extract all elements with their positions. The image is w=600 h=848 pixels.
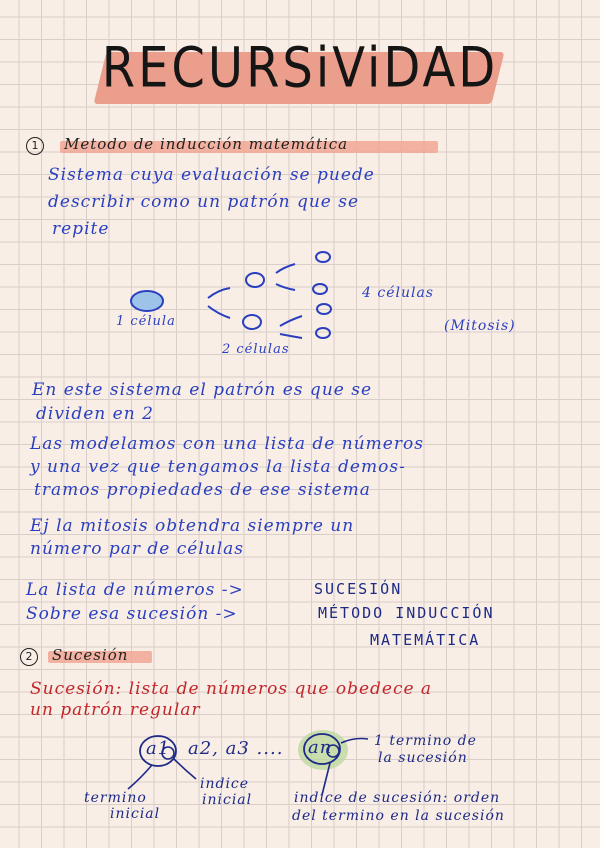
split-line-6 <box>280 334 302 338</box>
split-line-5 <box>280 316 302 326</box>
mitosis-diagram <box>110 240 370 350</box>
label-index-1: indice de sucesión: orden <box>294 790 501 806</box>
sequence-diagram <box>0 725 600 848</box>
label-two-cells: 2 células <box>222 342 290 357</box>
pattern-line-2: dividen en 2 <box>36 404 154 424</box>
split-line-top <box>208 288 230 298</box>
definition-line-3: repite <box>52 219 110 239</box>
pattern-line-1: En este sistema el patrón es que se <box>32 380 373 400</box>
sequence-definition-line-1: Sucesión: lista de números que obedece a <box>30 679 433 699</box>
cell-two-a <box>246 273 264 287</box>
definition-line-1: Sistema cuya evaluación se puede <box>48 165 375 185</box>
label-one-cell: 1 célula <box>116 314 176 329</box>
cell-four-a <box>316 252 330 262</box>
model-line-1: Las modelamos con una lista de números <box>30 434 424 454</box>
section-2-heading: Sucesión <box>52 646 129 664</box>
label-mitosis: (Mitosis) <box>444 318 516 334</box>
model-line-3: tramos propiedades de ese sistema <box>34 480 371 500</box>
terms-rest: a2, a3 .... <box>188 738 284 759</box>
a1-term-pointer <box>128 765 152 789</box>
definition-line-2: describir como un patrón que se <box>48 192 360 212</box>
section-2-number: 2 <box>20 648 38 666</box>
label-index-initial-1: indice <box>200 776 250 792</box>
method-line-prefix: Sobre esa sucesión -> <box>26 604 238 624</box>
cell-four-d <box>316 328 330 338</box>
label-term-1: 1 termino de <box>374 733 477 749</box>
example-line-1: Ej la mitosis obtendra siempre un <box>30 516 355 536</box>
label-term-initial-1: termino <box>84 790 147 806</box>
term-an: an <box>308 737 333 758</box>
section-1-heading: Metodo de inducción matemática <box>64 135 349 153</box>
model-line-2: y una vez que tengamos la lista demos- <box>30 457 406 477</box>
page-title: RECURSiViDAD <box>101 35 499 101</box>
list-line-result: SUCESIÓN <box>314 580 403 598</box>
cell-two-b <box>243 315 261 329</box>
label-four-cells: 4 células <box>362 285 434 301</box>
a1-index-pointer <box>174 759 196 779</box>
split-line-3 <box>276 264 295 273</box>
section-1-number: 1 <box>26 137 44 155</box>
label-index-2: del termino en la sucesión <box>292 808 505 824</box>
cell-four-b <box>313 284 327 294</box>
sequence-definition-line-2: un patrón regular <box>30 700 201 720</box>
split-line-4 <box>276 284 295 290</box>
label-term-2: la sucesión <box>378 750 468 766</box>
method-line-result-2: MATEMÁTICA <box>370 631 481 649</box>
label-term-initial-2: inicial <box>110 806 161 822</box>
label-index-initial-2: inicial <box>202 792 253 808</box>
cell-four-c <box>317 304 331 314</box>
term-a1: a1 <box>146 738 171 759</box>
list-line-prefix: La lista de números -> <box>26 580 244 600</box>
method-line-result-1: MÉTODO INDUCCIÓN <box>318 604 495 622</box>
example-line-2: número par de células <box>30 539 245 559</box>
cell-one <box>131 291 163 311</box>
split-line-bottom <box>208 306 230 318</box>
